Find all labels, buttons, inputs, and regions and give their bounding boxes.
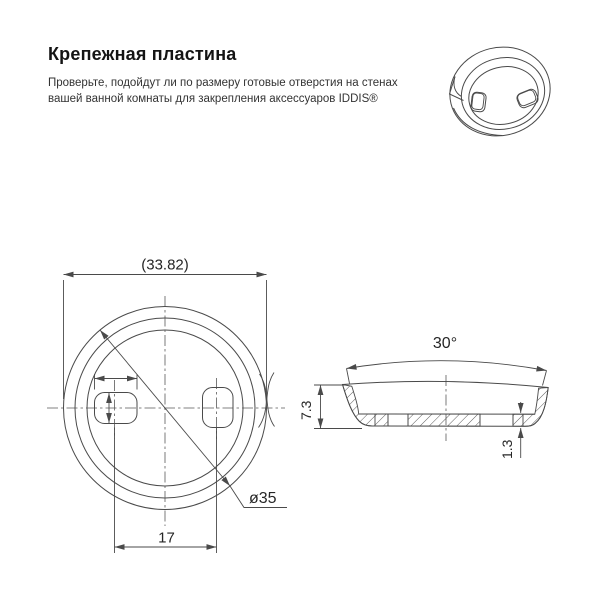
front-view	[47, 257, 287, 554]
iso-right-hole	[515, 88, 539, 109]
dim-floor-thickness-label: 1.3	[499, 439, 515, 459]
dim-hole-spacing-label: 17	[158, 529, 175, 547]
dim-diameter-label: ø35	[249, 490, 277, 507]
iso-left-hole	[470, 92, 486, 113]
floor-section	[408, 414, 480, 426]
dim-floor-thickness	[499, 402, 521, 459]
dim-angle	[347, 335, 547, 386]
iso-floor-edge	[463, 59, 545, 131]
description-line-2: вашей ванной комнаты для закрепления аксессуаров IDDIS®	[48, 92, 378, 105]
isometric-view	[440, 37, 559, 147]
body-top-edge	[343, 381, 549, 387]
dim-height-label: 7.3	[298, 400, 314, 420]
right-wall-section	[513, 388, 548, 427]
side-view	[298, 335, 548, 459]
page-title: Крепежная пластина	[48, 44, 237, 64]
iso-notch-fold	[454, 77, 462, 97]
dim-outer-width-label: (33.82)	[141, 256, 189, 274]
dim-angle-label: 30°	[432, 335, 458, 352]
right-mounting-hole	[203, 388, 234, 428]
dim-left-hole-width	[95, 374, 138, 390]
description-line-1: Проверьте, подойдут ли по размеру готовые отверстия на стенах	[48, 77, 398, 89]
